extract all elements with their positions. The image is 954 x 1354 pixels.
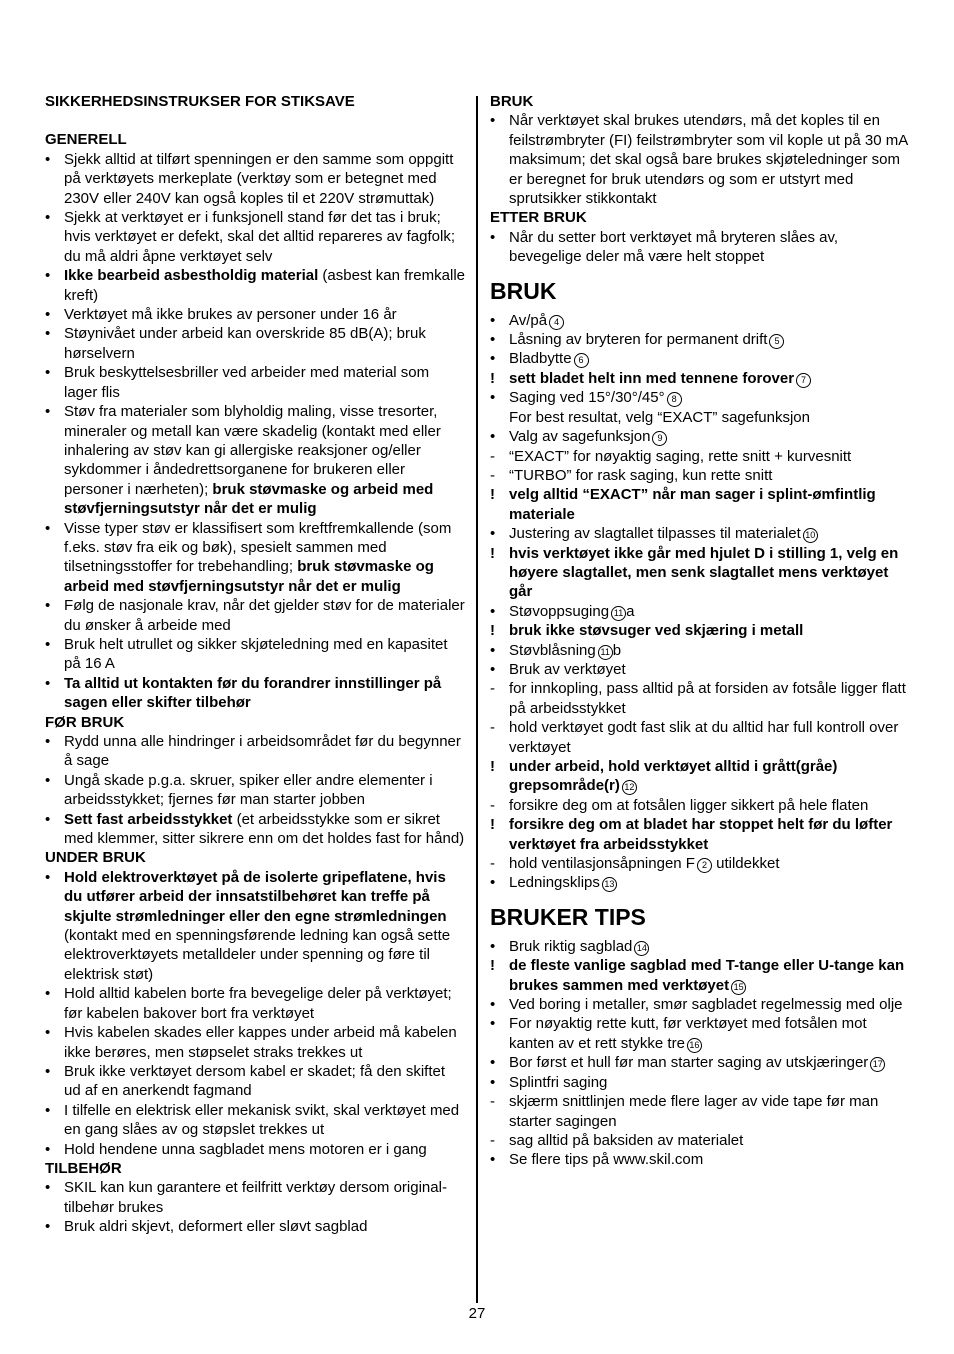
sub-item <box>490 466 910 485</box>
list-item <box>45 1178 465 1217</box>
item-text: Ta alltid ut kontakten før du forandrer innstillinger på sagen eller skifter tilbehør <box>64 674 442 712</box>
item-text: Når verktøyet skal brukes utendørs, må det koples til en feilstrømbryter (FI) feilstrømbryter som vil kople ut på 30 mA maksimum; det skal også bare brukes skjøteledninger som er beregnet for bruk utendørs og som er utstyrt med sprutsikker stikkontakt <box>509 112 908 208</box>
item-text: Sjekk at verktøyet er i funksjonell stand før det tas i bruk; hvis verktøyet er defekt, skal det alltid repareres av fagfolk; du må aldri åpne verktøyet selv <box>64 209 456 265</box>
sub-item <box>490 679 910 718</box>
list-item <box>490 330 910 349</box>
right-sections <box>490 92 910 267</box>
subsection-list <box>490 228 910 267</box>
item-text: Valg av sagefunksjon <box>509 428 651 446</box>
tips-title: BRUKER TIPS <box>490 903 646 930</box>
list-item <box>45 732 465 771</box>
warning-item <box>490 757 910 796</box>
item-text: Støvoppsuging <box>509 602 610 620</box>
list-item <box>490 995 910 1014</box>
usage-list <box>490 311 910 893</box>
note-item <box>490 408 910 427</box>
item-text: (et arbeidsstykke som er sikret med klemmer, sitter sikrere enn om det holdes fast for hånd) <box>64 810 465 848</box>
item-text: Følg de nasjonale krav, når det gjelder støv for de materialer du ønsker å arbeide med <box>64 597 465 634</box>
list-item <box>490 311 910 330</box>
subsection-heading: GENERELL <box>45 131 127 149</box>
figure-ref-icon: 4 <box>549 315 564 330</box>
item-text: sag alltid på baksiden av materialet <box>509 1131 744 1149</box>
list-item <box>45 1217 465 1236</box>
item-text: SKIL kan kun garantere et feilfritt verktøy dersom original-tilbehør brukes <box>64 1179 447 1216</box>
sub-item <box>490 796 910 815</box>
list-item <box>45 635 465 674</box>
item-text: Hold hendene unna sagbladet mens motoren er i gang <box>64 1140 427 1158</box>
figure-ref-icon: 11 <box>611 606 626 621</box>
list-item <box>490 349 910 368</box>
right-column <box>490 92 910 1170</box>
item-text: Rydd unna alle hindringer i arbeidsområdet før du begynner å sage <box>64 733 461 770</box>
list-item <box>45 363 465 402</box>
list-item <box>490 524 910 543</box>
item-text: Saging ved 15°/30°/45° <box>509 389 665 407</box>
list-item <box>490 641 910 660</box>
figure-ref-icon: 13 <box>602 877 617 892</box>
sub-item <box>490 447 910 466</box>
figure-ref-icon: 5 <box>769 334 784 349</box>
list-item <box>45 305 465 324</box>
list-item <box>490 228 910 267</box>
item-text: Bruk aldri skjevt, deformert eller sløvt sagblad <box>64 1218 368 1236</box>
warning-item <box>490 956 910 995</box>
item-text: Når du setter bort verktøyet må bryteren slåes av, bevegelige deler må være helt stoppet <box>509 228 839 266</box>
item-text: “TURBO” for rask saging, kun rette snitt <box>509 466 773 484</box>
item-text: Bruk beskyttelsesbriller ved arbeider med material som lager flis <box>64 364 430 401</box>
item-text: Bruk riktig sagblad <box>509 937 633 955</box>
list-item <box>45 771 465 810</box>
item-text: Visse typer støv er klassifisert som kreftfremkallende (som f.eks. støv fra eik og bøk), spesielt sammen med tilsetningsstoffer for trebehandling; <box>64 519 452 576</box>
item-text: Støynivået under arbeid kan overskride 85 dB(A); bruk hørselvern <box>64 325 426 362</box>
subsection-heading: FØR BRUK <box>45 713 125 731</box>
item-text: (asbest kan fremkalle kreft) <box>64 267 465 304</box>
item-text: for innkopling, pass alltid på at forsiden av fotsåle ligger flatt på arbeidsstykket <box>509 680 906 717</box>
list-item <box>490 1014 910 1053</box>
list-item <box>490 873 910 892</box>
subsection-list <box>490 111 910 208</box>
list-item <box>490 1073 910 1092</box>
item-text: Bruk av verktøyet <box>509 660 626 678</box>
list-item <box>45 1062 465 1101</box>
warning-item <box>490 815 910 854</box>
item-text: Bruk helt utrullet og sikker skjøteledning med en kapasitet på 16 A <box>64 635 448 673</box>
item-text: For nøyaktig rette kutt, før verktøyet med fotsålen mot kanten av et rett stykke tre <box>509 1015 867 1052</box>
list-item <box>45 266 465 305</box>
item-text: Hvis kabelen skades eller kappes under arbeid må kabelen ikke berøres, men støpselet straks trekkes ut <box>64 1024 457 1061</box>
list-item <box>45 1023 465 1062</box>
figure-ref-icon: 6 <box>574 353 589 368</box>
item-text: bruk støvmaske og arbeid med støvfjerningsutstyr når det er mulig <box>64 480 434 518</box>
list-item <box>490 1150 910 1169</box>
list-item <box>45 868 465 984</box>
column-divider <box>476 96 478 1303</box>
item-text: hvis verktøyet ikke går med hjulet D i stilling 1, velg en høyere slagtallet, men senk slagtallet mens verktøyet går <box>509 544 899 601</box>
item-text: b <box>612 641 622 659</box>
usage-title: BRUK <box>490 277 557 304</box>
list-item <box>45 984 465 1023</box>
warning-item <box>490 485 910 524</box>
list-item <box>45 402 465 518</box>
item-text: Verktøyet må ikke brukes av personer under 16 år <box>64 306 397 324</box>
figure-ref-icon: 16 <box>687 1038 702 1053</box>
subsection-list <box>45 1178 465 1236</box>
item-text: hold ventilasjonsåpningen F <box>509 855 695 873</box>
figure-ref-icon: 10 <box>803 528 818 543</box>
list-item <box>490 427 910 446</box>
sub-item <box>490 718 910 757</box>
list-item <box>490 660 910 679</box>
warning-item <box>490 621 910 640</box>
figure-ref-icon: 8 <box>667 392 682 407</box>
left-sections <box>45 130 465 1236</box>
subsection-heading: ETTER BRUK <box>490 209 587 227</box>
subsection-list <box>45 150 465 713</box>
figure-ref-icon: 12 <box>622 780 637 795</box>
item-text: velg alltid “EXACT” når man sager i splint-ømfintlig materiale <box>509 486 876 523</box>
item-text: Ledningsklips <box>509 874 600 892</box>
list-item <box>45 1101 465 1140</box>
list-item <box>45 1140 465 1159</box>
figure-ref-icon: 15 <box>731 980 746 995</box>
figure-ref-icon: 9 <box>652 431 667 446</box>
figure-ref-icon: 7 <box>796 373 811 388</box>
list-item <box>45 519 465 597</box>
subsection-list <box>45 868 465 1159</box>
warning-item <box>490 369 910 388</box>
item-text: utildekket <box>711 855 780 873</box>
list-item <box>490 111 910 208</box>
item-text: Sett fast arbeidsstykket <box>64 810 233 828</box>
item-text: forsikre deg om at bladet har stoppet helt før du løfter verktøyet fra arbeidsstykket <box>509 816 893 853</box>
section-title: SIKKERHEDSINSTRUKSER FOR STIKSAVE <box>45 93 355 110</box>
list-item <box>45 324 465 363</box>
item-text: bruk støvmaske og arbeid med støvfjerningsutstyr når det er mulig <box>64 558 434 595</box>
subsection-list <box>45 732 465 848</box>
list-item <box>45 674 465 713</box>
sub-item <box>490 1092 910 1131</box>
item-text: Justering av slagtallet tilpasses til materialet <box>509 525 801 543</box>
figure-ref-icon: 11 <box>598 645 613 660</box>
item-text: sett bladet helt inn med tennene forover <box>509 369 795 387</box>
tips-list <box>490 937 910 1170</box>
item-text: I tilfelle en elektrisk eller mekanisk svikt, skal verktøyet med en gang slåes av og støpslet trekkes ut <box>64 1101 460 1139</box>
subsection-heading: TILBEHØR <box>45 1159 122 1177</box>
item-text: a <box>626 602 635 620</box>
list-item <box>490 388 910 407</box>
item-text: de fleste vanlige sagblad med T-tange eller U-tange kan brukes sammen med verktøyet <box>509 957 905 994</box>
sub-item <box>490 1131 910 1150</box>
figure-ref-icon: 14 <box>634 941 649 956</box>
item-text: “EXACT” for nøyaktig saging, rette snitt + kurvesnitt <box>509 447 852 465</box>
warning-item <box>490 544 910 602</box>
item-text: Hold alltid kabelen borte fra bevegelige deler på verktøyet; før kabelen bakover bort fra verktøyet <box>64 985 452 1022</box>
item-text: Ikke bearbeid asbestholdig material <box>64 267 319 285</box>
item-text: Ved boring i metaller, smør sagbladet regelmessig med olje <box>509 996 903 1014</box>
figure-ref-icon: 2 <box>697 858 712 873</box>
left-column <box>45 92 465 1237</box>
item-text: hold verktøyet godt fast slik at du alltid har full kontroll over verktøyet <box>509 719 899 756</box>
item-text: Av/på <box>509 311 548 329</box>
list-item <box>490 602 910 621</box>
item-text: forsikre deg om at fotsålen ligger sikkert på hele flaten <box>509 796 869 814</box>
item-text: under arbeid, hold verktøyet alltid i grått(gråe) grepsområde(r) <box>509 758 838 795</box>
list-item <box>45 150 465 208</box>
list-item <box>45 810 465 849</box>
subsection-heading: UNDER BRUK <box>45 849 146 867</box>
list-item <box>45 596 465 635</box>
item-text: skjærm snittlinjen mede flere lager av vide tape før man starter sagingen <box>509 1093 879 1130</box>
item-text: Bladbytte <box>509 350 572 368</box>
page-number: 27 <box>468 1305 486 1322</box>
item-text: Sjekk alltid at tilført spenningen er den samme som oppgitt på verktøyets merkeplate (verktøy som er betegnet med 230V eller 240V kan også koples til et 220V strømuttak) <box>64 150 454 207</box>
item-text: Se flere tips på www.skil.com <box>509 1151 704 1169</box>
item-text: Ungå skade p.g.a. skruer, spiker eller andre elementer i arbeidsstykket; fjernes før man starter jobben <box>64 771 433 809</box>
item-text: Støvblåsning <box>509 641 596 659</box>
list-item <box>490 1053 910 1072</box>
list-item <box>490 937 910 956</box>
item-text: Splintfri saging <box>509 1073 608 1091</box>
item-text: Bruk ikke verktøyet dersom kabel er skadet; få den skiftet ud af en anerkendt fagmand <box>64 1062 445 1100</box>
item-text: Bor først et hull før man starter saging av utskjæringer <box>509 1054 869 1072</box>
item-text: bruk ikke støvsuger ved skjæring i metall <box>509 622 804 640</box>
item-text: Hold elektroverktøyet på de isolerte gripeflatene, hvis du utfører arbeid der innsatstilbehøret kan treffe på skjulte strømledninger eller den egne strømledningen <box>64 868 447 925</box>
item-text: Låsning av bryteren for permanent drift <box>509 331 768 349</box>
figure-ref-icon: 17 <box>870 1057 885 1072</box>
sub-item <box>490 854 910 873</box>
item-text: (kontakt med en spenningsførende ledning kan også sette elektroverktøyets metalldeler under spenning og føre til elektrisk støt) <box>64 927 451 983</box>
item-text: Støv fra materialer som blyholdig maling, visse tresorter, mineraler og metall kan være skadelig (kontakt med eller inhalering av støv kan gi allergiske reaksjoner og/eller sykdommer i åndedrettsorganene for brukeren eller personer i nærheten); <box>64 403 441 498</box>
subsection-heading: BRUK <box>490 93 534 110</box>
item-text: For best resultat, velg “EXACT” sagefunksjon <box>509 408 810 426</box>
list-item <box>45 208 465 266</box>
